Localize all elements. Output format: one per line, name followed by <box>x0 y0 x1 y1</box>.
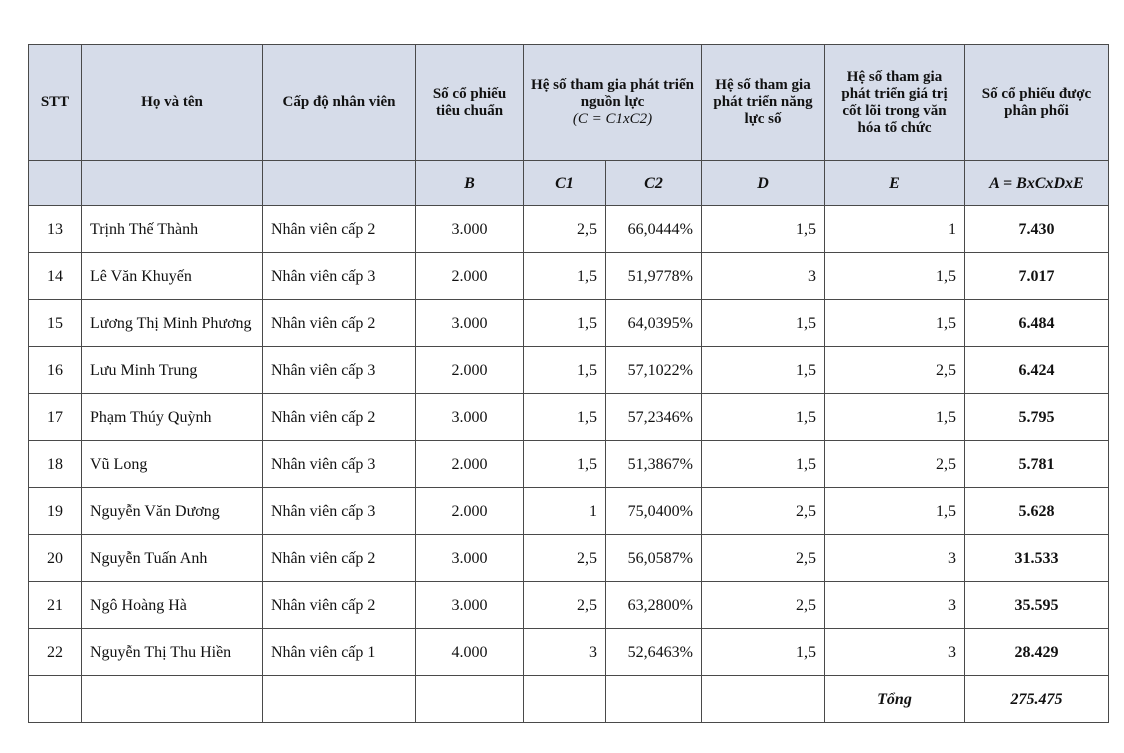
cell-c1: 1,5 <box>524 253 606 300</box>
table-row <box>29 394 1109 441</box>
cell-level: Nhân viên cấp 2 <box>263 206 416 253</box>
cell-c1: 2,5 <box>524 535 606 582</box>
cell-alloc-shares: 5.628 <box>965 488 1109 535</box>
cell-std-shares: 3.000 <box>416 394 524 441</box>
col-header-std-shares: Số cổ phiếu tiêu chuẩn <box>416 45 524 161</box>
cell-level: Nhân viên cấp 1 <box>263 629 416 676</box>
cell-stt: 19 <box>29 488 82 535</box>
total-value: 275.475 <box>965 676 1109 723</box>
cell-c2: 51,9778% <box>606 253 702 300</box>
cell-alloc-shares: 28.429 <box>965 629 1109 676</box>
cell-alloc-shares: 6.424 <box>965 347 1109 394</box>
table-row <box>29 629 1109 676</box>
table-row <box>29 206 1109 253</box>
cell-name: Lương Thị Minh Phương <box>82 300 263 347</box>
document-page <box>28 44 1108 723</box>
cell-d: 1,5 <box>702 206 825 253</box>
cell-c1: 2,5 <box>524 206 606 253</box>
cell-name: Trịnh Thế Thành <box>82 206 263 253</box>
total-empty-cell <box>29 676 82 723</box>
cell-e: 2,5 <box>825 347 965 394</box>
cell-c1: 1,5 <box>524 394 606 441</box>
cell-level: Nhân viên cấp 2 <box>263 535 416 582</box>
cell-d: 2,5 <box>702 535 825 582</box>
cell-d: 1,5 <box>702 629 825 676</box>
total-empty-cell <box>263 676 416 723</box>
col-header-alloc-shares: Số cổ phiếu được phân phối <box>965 45 1109 161</box>
symbol-c2: C2 <box>606 161 702 206</box>
cell-e: 1,5 <box>825 253 965 300</box>
cell-c2: 56,0587% <box>606 535 702 582</box>
cell-alloc-shares: 6.484 <box>965 300 1109 347</box>
cell-c2: 64,0395% <box>606 300 702 347</box>
symbol-cell-empty <box>263 161 416 206</box>
cell-name: Vũ Long <box>82 441 263 488</box>
cell-name: Ngô Hoàng Hà <box>82 582 263 629</box>
cell-c1: 3 <box>524 629 606 676</box>
cell-level: Nhân viên cấp 2 <box>263 300 416 347</box>
cell-alloc-shares: 7.430 <box>965 206 1109 253</box>
cell-name: Lưu Minh Trung <box>82 347 263 394</box>
cell-c1: 2,5 <box>524 582 606 629</box>
cell-alloc-shares: 7.017 <box>965 253 1109 300</box>
cell-c2: 66,0444% <box>606 206 702 253</box>
header-row <box>29 45 1109 161</box>
cell-std-shares: 2.000 <box>416 488 524 535</box>
cell-std-shares: 4.000 <box>416 629 524 676</box>
total-empty-cell <box>524 676 606 723</box>
symbol-row <box>29 161 1109 206</box>
cell-level: Nhân viên cấp 3 <box>263 441 416 488</box>
cell-level: Nhân viên cấp 3 <box>263 253 416 300</box>
cell-e: 1,5 <box>825 488 965 535</box>
cell-level: Nhân viên cấp 3 <box>263 347 416 394</box>
hr-coef-formula: (C = C1xC2) <box>572 111 653 127</box>
total-row <box>29 676 1109 723</box>
symbol-b: B <box>416 161 524 206</box>
cell-e: 3 <box>825 629 965 676</box>
col-header-culture-coef: Hệ số tham gia phát triển giá trị cốt lõi trong văn hóa tổ chức <box>825 45 965 161</box>
cell-stt: 15 <box>29 300 82 347</box>
cell-std-shares: 3.000 <box>416 535 524 582</box>
total-label: Tổng <box>825 676 965 723</box>
cell-std-shares: 3.000 <box>416 582 524 629</box>
table-body <box>29 206 1109 676</box>
symbol-a: A = BxCxDxE <box>965 161 1109 206</box>
cell-stt: 14 <box>29 253 82 300</box>
symbol-d: D <box>702 161 825 206</box>
cell-std-shares: 3.000 <box>416 300 524 347</box>
cell-c2: 51,3867% <box>606 441 702 488</box>
table-row <box>29 300 1109 347</box>
cell-stt: 16 <box>29 347 82 394</box>
cell-stt: 18 <box>29 441 82 488</box>
cell-e: 1,5 <box>825 394 965 441</box>
cell-d: 2,5 <box>702 582 825 629</box>
cell-c1: 1,5 <box>524 300 606 347</box>
cell-alloc-shares: 31.533 <box>965 535 1109 582</box>
cell-name: Nguyễn Văn Dương <box>82 488 263 535</box>
cell-level: Nhân viên cấp 3 <box>263 488 416 535</box>
cell-alloc-shares: 35.595 <box>965 582 1109 629</box>
cell-name: Nguyễn Thị Thu Hiền <box>82 629 263 676</box>
cell-level: Nhân viên cấp 2 <box>263 394 416 441</box>
col-header-hr-coef <box>524 45 702 161</box>
cell-name: Nguyễn Tuấn Anh <box>82 535 263 582</box>
cell-d: 3 <box>702 253 825 300</box>
col-header-level: Cấp độ nhân viên <box>263 45 416 161</box>
cell-e: 2,5 <box>825 441 965 488</box>
cell-c2: 63,2800% <box>606 582 702 629</box>
cell-alloc-shares: 5.781 <box>965 441 1109 488</box>
cell-stt: 13 <box>29 206 82 253</box>
cell-c1: 1 <box>524 488 606 535</box>
table-row <box>29 582 1109 629</box>
hr-coef-label: Hệ số tham gia phát triển nguồn lực <box>531 77 694 110</box>
col-header-digital-coef: Hệ số tham gia phát triển năng lực số <box>702 45 825 161</box>
cell-d: 1,5 <box>702 394 825 441</box>
table-row <box>29 347 1109 394</box>
cell-e: 3 <box>825 535 965 582</box>
total-empty-cell <box>82 676 263 723</box>
cell-name: Lê Văn Khuyến <box>82 253 263 300</box>
share-allocation-table <box>28 44 1109 723</box>
cell-c2: 75,0400% <box>606 488 702 535</box>
cell-d: 2,5 <box>702 488 825 535</box>
cell-alloc-shares: 5.795 <box>965 394 1109 441</box>
cell-c2: 57,1022% <box>606 347 702 394</box>
cell-d: 1,5 <box>702 347 825 394</box>
cell-std-shares: 2.000 <box>416 441 524 488</box>
cell-name: Phạm Thúy Quỳnh <box>82 394 263 441</box>
cell-e: 1,5 <box>825 300 965 347</box>
symbol-cell-empty <box>82 161 263 206</box>
symbol-e: E <box>825 161 965 206</box>
table-row <box>29 535 1109 582</box>
cell-stt: 21 <box>29 582 82 629</box>
cell-stt: 22 <box>29 629 82 676</box>
cell-e: 3 <box>825 582 965 629</box>
table-row <box>29 253 1109 300</box>
cell-e: 1 <box>825 206 965 253</box>
cell-level: Nhân viên cấp 2 <box>263 582 416 629</box>
cell-std-shares: 2.000 <box>416 253 524 300</box>
cell-c1: 1,5 <box>524 347 606 394</box>
total-empty-cell <box>416 676 524 723</box>
cell-d: 1,5 <box>702 441 825 488</box>
cell-stt: 20 <box>29 535 82 582</box>
col-header-name: Họ và tên <box>82 45 263 161</box>
cell-d: 1,5 <box>702 300 825 347</box>
cell-std-shares: 2.000 <box>416 347 524 394</box>
col-header-stt: STT <box>29 45 82 161</box>
cell-c2: 57,2346% <box>606 394 702 441</box>
table-row <box>29 441 1109 488</box>
symbol-cell-empty <box>29 161 82 206</box>
cell-std-shares: 3.000 <box>416 206 524 253</box>
cell-c2: 52,6463% <box>606 629 702 676</box>
cell-stt: 17 <box>29 394 82 441</box>
cell-c1: 1,5 <box>524 441 606 488</box>
table-row <box>29 488 1109 535</box>
total-empty-cell <box>606 676 702 723</box>
total-empty-cell <box>702 676 825 723</box>
symbol-c1: C1 <box>524 161 606 206</box>
